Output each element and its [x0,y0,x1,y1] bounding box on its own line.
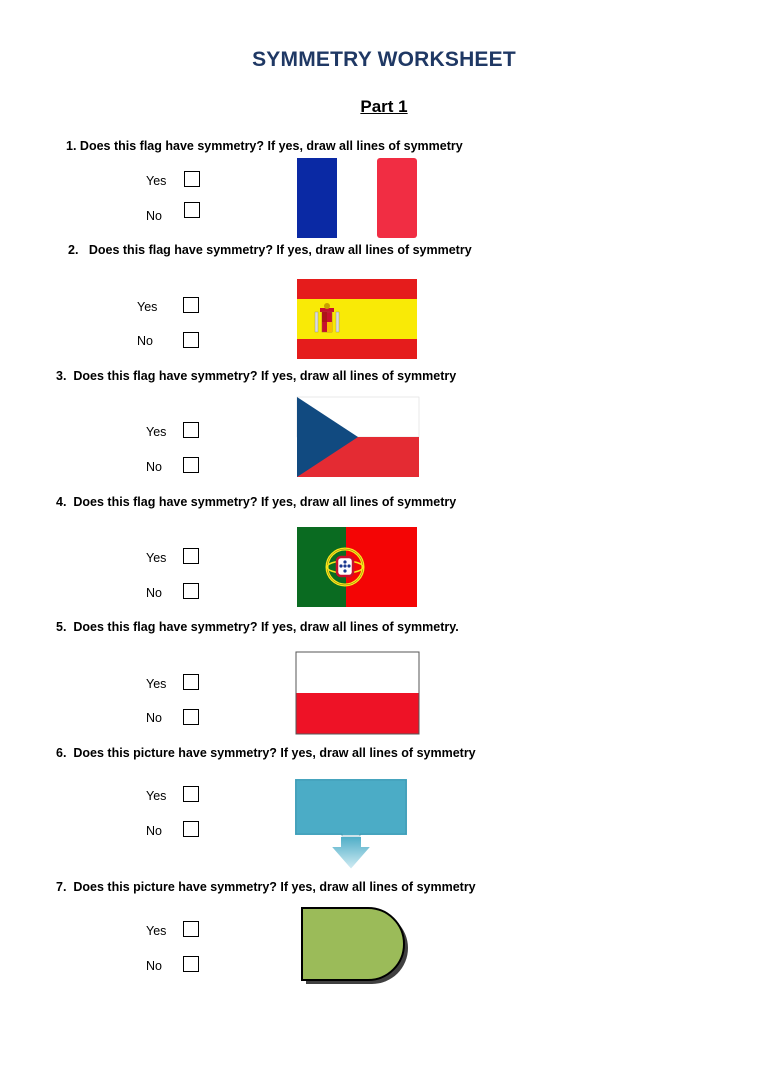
q7-no-checkbox[interactable] [183,956,199,972]
q6-no-label: No [146,824,162,838]
france-flag [296,157,418,239]
q6-yes-label: Yes [146,789,167,803]
q2-yes-checkbox[interactable] [183,297,199,313]
q1-no-checkbox[interactable] [184,202,200,218]
spain-flag [296,278,418,360]
question-4: 4. Does this flag have symmetry? If yes, draw all lines of symmetry [56,495,457,509]
d-shape [298,904,412,986]
q2-yes-label: Yes [137,300,158,314]
q3-yes-checkbox[interactable] [183,422,199,438]
portugal-flag [296,526,418,608]
q7-no-label: No [146,959,162,973]
question-2: 2. Does this flag have symmetry? If yes, draw all lines of symmetry [68,243,472,257]
question-7: 7. Does this picture have symmetry? If yes, draw all lines of symmetry [56,880,476,894]
question-6: 6. Does this picture have symmetry? If yes, draw all lines of symmetry [56,746,476,760]
question-5: 5. Does this flag have symmetry? If yes, draw all lines of symmetry. [56,620,459,634]
q4-yes-checkbox[interactable] [183,548,199,564]
q5-no-label: No [146,711,162,725]
q1-yes-label: Yes [146,174,167,188]
q5-yes-label: Yes [146,677,167,691]
q5-yes-checkbox[interactable] [183,674,199,690]
q4-no-checkbox[interactable] [183,583,199,599]
q2-no-label: No [137,334,153,348]
q4-yes-label: Yes [146,551,167,565]
q7-yes-label: Yes [146,924,167,938]
worksheet-title: SYMMETRY WORKSHEET [252,48,516,71]
q3-yes-label: Yes [146,425,167,439]
question-1: 1. Does this flag have symmetry? If yes, draw all lines of symmetry [66,139,463,153]
czech-flag [296,396,420,478]
q7-yes-checkbox[interactable] [183,921,199,937]
q3-no-label: No [146,460,162,474]
q3-no-checkbox[interactable] [183,457,199,473]
arrow-callout-shape [290,774,414,874]
q2-no-checkbox[interactable] [183,332,199,348]
q4-no-label: No [146,586,162,600]
q6-no-checkbox[interactable] [183,821,199,837]
question-3: 3. Does this flag have symmetry? If yes, draw all lines of symmetry [56,369,457,383]
part-heading: Part 1 [360,97,408,116]
poland-flag [295,651,421,735]
q1-no-label: No [146,209,162,223]
q6-yes-checkbox[interactable] [183,786,199,802]
q1-yes-checkbox[interactable] [184,171,200,187]
q5-no-checkbox[interactable] [183,709,199,725]
